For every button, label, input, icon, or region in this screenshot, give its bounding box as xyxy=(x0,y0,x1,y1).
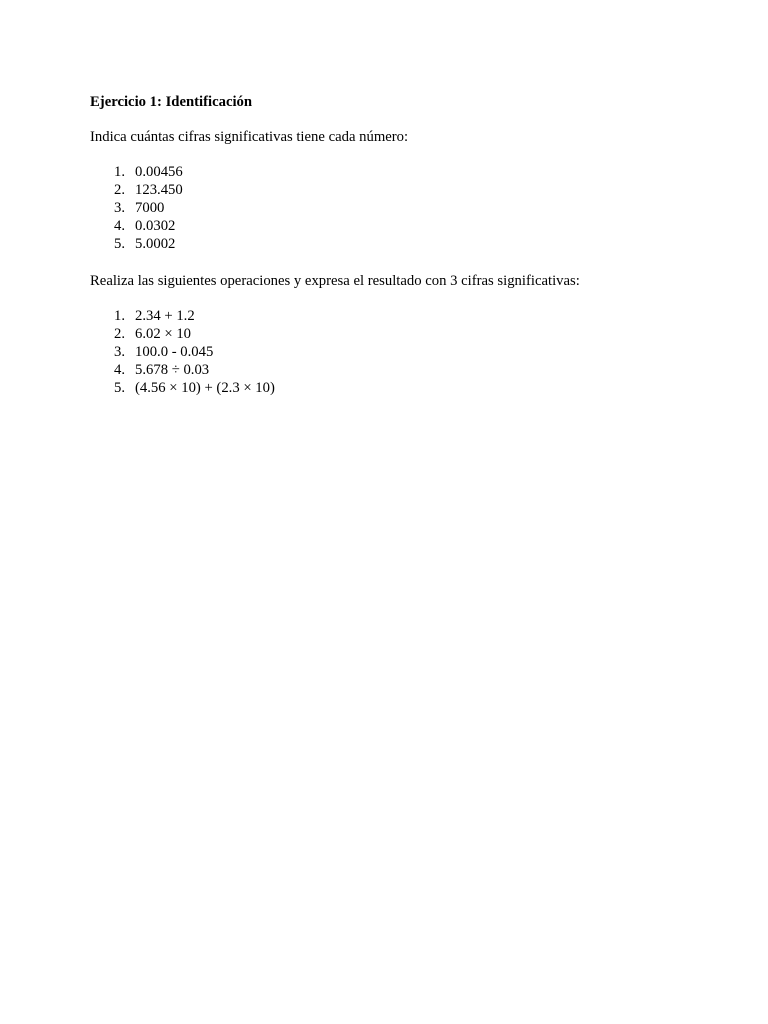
section1-instruction: Indica cuántas cifras significativas tiene cada número: xyxy=(90,129,409,145)
list-item xyxy=(90,199,690,217)
section2-instruction: Realiza las siguientes operaciones y expresa el resultado con 3 cifras significativas: xyxy=(90,273,580,289)
list-item-text: 0.0302 xyxy=(135,218,176,234)
list-item xyxy=(90,217,690,235)
list-item-number: 2. xyxy=(113,182,125,198)
list-item xyxy=(90,325,690,343)
list-item xyxy=(90,235,690,253)
list-item-number: 4. xyxy=(113,218,125,234)
document-page xyxy=(90,92,690,397)
section2-list xyxy=(90,307,690,397)
list-item-number: 4. xyxy=(113,362,125,378)
list-item-text: 123.450 xyxy=(135,182,183,198)
list-item-text: (4.56 × 10) + (2.3 × 10) xyxy=(135,380,275,396)
list-item xyxy=(90,379,690,397)
list-item xyxy=(90,307,690,325)
list-item-number: 2. xyxy=(113,326,125,342)
list-item-text: 5.678 ÷ 0.03 xyxy=(135,362,210,378)
list-item-text: 100.0 - 0.045 xyxy=(135,344,214,360)
exercise-heading: Ejercicio 1: Identificación xyxy=(90,94,253,110)
list-item xyxy=(90,343,690,361)
list-item-number: 5. xyxy=(113,236,125,252)
list-item xyxy=(90,361,690,379)
list-item-text: 6.02 × 10 xyxy=(135,326,192,342)
list-item xyxy=(90,181,690,199)
list-item-number: 5. xyxy=(113,380,125,396)
list-item-number: 3. xyxy=(113,344,125,360)
list-item-text: 0.00456 xyxy=(135,164,183,180)
list-item-text: 2.34 + 1.2 xyxy=(135,308,195,324)
list-item-number: 1. xyxy=(113,308,125,324)
list-item xyxy=(90,163,690,181)
list-item-text: 7000 xyxy=(135,200,165,216)
list-item-number: 1. xyxy=(113,164,125,180)
list-item-number: 3. xyxy=(113,200,125,216)
section1-list xyxy=(90,163,690,253)
list-item-text: 5.0002 xyxy=(135,236,176,252)
